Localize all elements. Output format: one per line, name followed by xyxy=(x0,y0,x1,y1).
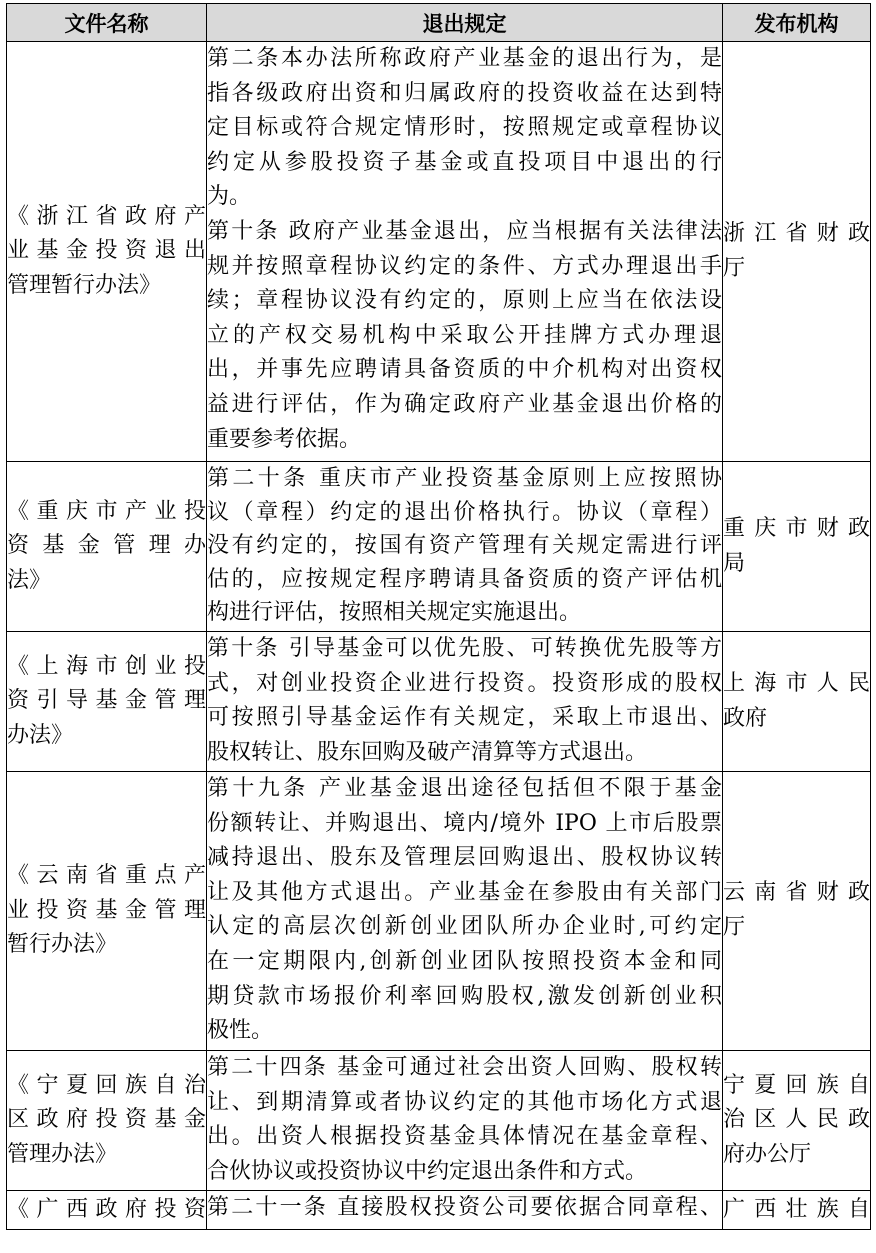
rule-line: 式，对创业投资企业进行投资。投资形成的股权 xyxy=(207,670,722,696)
rule-line: 第二十四条 基金可通过社会出资人回购、股权转 xyxy=(207,1055,722,1080)
file-name-line: 《浙江省政府产 xyxy=(7,203,206,229)
issuer-line: 上海市人民 xyxy=(723,670,870,696)
rule-paragraph xyxy=(207,42,722,215)
file-name-line: 管理办法》 xyxy=(7,1141,118,1167)
rule-line: 约定从参股投资子基金或直投项目中退出的行 xyxy=(207,149,722,175)
file-name-line: 《云南省重点产 xyxy=(7,863,206,889)
file-name-cell xyxy=(7,1051,207,1191)
file-name-cell xyxy=(7,772,207,1051)
issuer-cell xyxy=(723,772,871,1051)
file-name-line: 业基金投资退出 xyxy=(7,238,206,264)
table-row xyxy=(7,1051,871,1191)
issuer-cell xyxy=(723,1051,871,1191)
rule-line: 让、到期清算或者协议约定的其他市场化方式退 xyxy=(207,1089,722,1115)
issuer-cell xyxy=(723,462,871,632)
issuer-line: 府办公厅 xyxy=(723,1141,812,1167)
rule-line: 第二条本办法所称政府产业基金的退出行为，是 xyxy=(207,46,722,71)
exit-regulations-table xyxy=(6,3,871,1230)
rule-line: 第十九条 产业基金退出途径包括但不限于基金 xyxy=(207,776,722,801)
rule-paragraph xyxy=(207,1051,722,1189)
header-file-name: 文件名称 xyxy=(7,4,207,42)
issuer-line: 治区人民政 xyxy=(723,1107,870,1133)
header-issuer: 发布机构 xyxy=(723,4,871,42)
rule-line: 期贷款市场报价利率回购股权,激发创新创业积 xyxy=(207,983,722,1009)
exit-rules-cell xyxy=(207,632,723,772)
issuer-line: 云南省财政 xyxy=(723,880,870,906)
exit-rules-cell xyxy=(207,1051,723,1191)
issuer-cell xyxy=(723,1191,871,1230)
rule-line: 出。出资人根据投资基金具体情况在基金章程、 xyxy=(207,1124,722,1150)
issuer-line: 政府 xyxy=(723,705,768,731)
rule-paragraph xyxy=(207,215,722,457)
issuer-line: 厅 xyxy=(723,255,746,281)
rule-line: 合伙协议或投资协议中约定退出条件和方式。 xyxy=(207,1158,648,1184)
issuer-line: 重庆市财政 xyxy=(723,515,870,541)
issuer-line: 广西壮族自 xyxy=(723,1196,870,1222)
file-name-line: 办法》 xyxy=(7,722,74,748)
issuer-line: 浙江省财政 xyxy=(723,220,870,246)
table-row xyxy=(7,772,871,1051)
file-name-line: 《广西政府投资 xyxy=(7,1196,206,1222)
rule-paragraph xyxy=(207,462,722,630)
file-name-line: 《上海市创业投 xyxy=(7,653,206,679)
rule-line: 没有约定的，按国有资产管理有关规定需进行评 xyxy=(207,533,722,559)
rule-line: 指各级政府出资和归属政府的投资收益在达到特 xyxy=(207,80,722,106)
rule-paragraph xyxy=(207,772,722,1049)
file-name-line: 资引导基金管理 xyxy=(7,688,206,714)
issuer-line: 厅 xyxy=(723,915,746,940)
rule-line: 在一定期限内,创新创业团队按照投资本金和同 xyxy=(207,948,722,974)
file-name-cell xyxy=(7,1191,207,1230)
rule-paragraph xyxy=(207,632,722,770)
file-name-line: 区政府投资基金 xyxy=(7,1107,206,1133)
issuer-cell xyxy=(723,42,871,462)
header-exit-rules: 退出规定 xyxy=(207,4,723,42)
rule-line: 让及其他方式退出。产业基金在参股由有关部门 xyxy=(207,879,722,905)
file-name-line: 管理暂行办法》 xyxy=(7,272,162,298)
issuer-line: 局 xyxy=(723,550,746,576)
table-row xyxy=(7,1191,871,1230)
exit-rules-cell xyxy=(207,42,723,462)
table-row xyxy=(7,462,871,632)
rule-line: 估的，应按规定程序聘请具备资质的资产评估机 xyxy=(207,566,722,592)
rule-line: 规并按照章程协议约定的条件、方式办理退出手 xyxy=(207,253,722,279)
issuer-line: 宁夏回族自 xyxy=(723,1072,870,1098)
rule-line: 极性。 xyxy=(207,1018,274,1044)
rule-line: 第二十一条 直接股权投资公司要依据合同章程、 xyxy=(207,1195,722,1220)
rule-paragraph xyxy=(207,1191,722,1226)
rule-line: 认定的高层次创新创业团队所办企业时,可约定 xyxy=(207,914,722,940)
file-name-line: 业投资基金管理 xyxy=(7,897,206,923)
file-name-line: 资基金管理办 xyxy=(7,533,206,559)
rule-line: 定目标或符合规定情形时，按照规定或章程协议 xyxy=(207,115,722,141)
table-row xyxy=(7,42,871,462)
rule-line: 份额转让、并购退出、境内/境外 IPO 上市后股票 xyxy=(207,810,722,836)
rule-line: 立的产权交易机构中采取公开挂牌方式办理退 xyxy=(207,322,722,348)
rule-line: 第十条 引导基金可以优先股、可转换优先股等方 xyxy=(207,636,722,661)
rule-line: 为。 xyxy=(207,184,252,210)
rule-line: 第十条 政府产业基金退出，应当根据有关法律法 xyxy=(207,218,722,244)
rule-line: 可按照引导基金运作有关规定，采取上市退出、 xyxy=(207,705,722,731)
file-name-line: 《宁夏回族自治 xyxy=(7,1072,206,1098)
file-name-cell xyxy=(7,42,207,462)
rule-line: 益进行评估，作为确定政府产业基金退出价格的 xyxy=(207,391,722,417)
file-name-line: 《重庆市产业投 xyxy=(7,498,206,524)
issuer-cell xyxy=(723,632,871,772)
rule-line: 重要参考依据。 xyxy=(207,426,362,452)
rule-line: 出，并事先应聘请具备资质的中介机构对出资权 xyxy=(207,357,722,383)
file-name-cell xyxy=(7,462,207,632)
rule-line: 第二十条 重庆市产业投资基金原则上应按照协 xyxy=(207,466,722,491)
exit-rules-cell xyxy=(207,772,723,1051)
file-name-cell xyxy=(7,632,207,772)
rule-line: 构进行评估，按照相关规定实施退出。 xyxy=(207,600,582,626)
exit-rules-cell xyxy=(207,462,723,632)
rule-line: 续；章程协议没有约定的，原则上应当在依法设 xyxy=(207,288,722,314)
rule-line: 减持退出、股东及管理层回购退出、股权协议转 xyxy=(207,845,722,871)
rule-line: 议（章程）约定的退出价格执行。协议（章程） xyxy=(207,499,722,525)
file-name-line: 法》 xyxy=(7,567,52,593)
rule-line: 股权转让、股东回购及破产清算等方式退出。 xyxy=(207,739,648,765)
file-name-line: 暂行办法》 xyxy=(7,932,118,958)
table-row xyxy=(7,632,871,772)
header-row xyxy=(7,4,871,42)
exit-rules-cell xyxy=(207,1191,723,1230)
